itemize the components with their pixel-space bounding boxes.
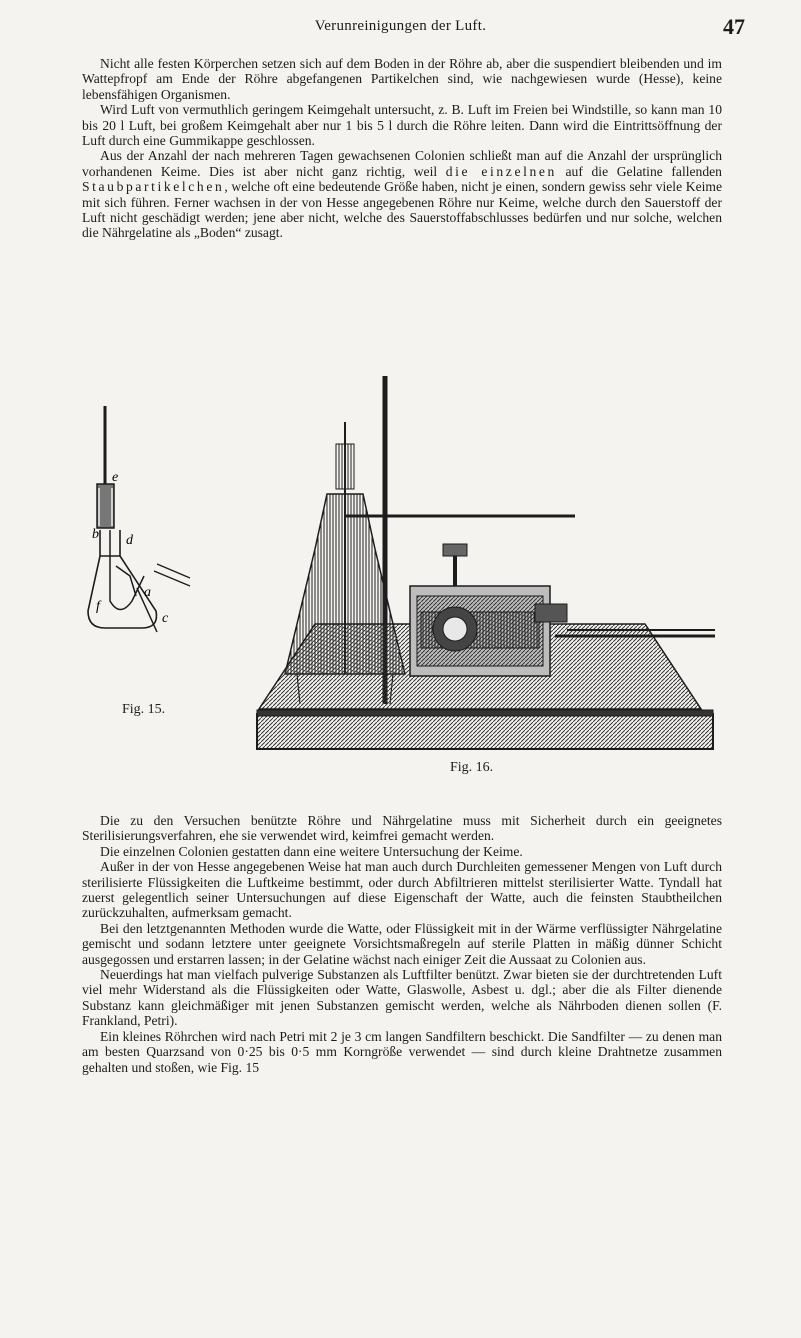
- paragraph: Wird Luft von vermuthlich geringem Keimgehalt untersucht, z. B. Luft im Freien bei Windstille, so kann man 10 bis 20 l Luft, bei großem Keimgehalt aber nur 1 bis 5 l durch die Röhre leiten. Dann wird die Eintrittsöffnung der Luft durch eine Gummikappe geschlossen.: [82, 102, 722, 149]
- paragraph-text: Aus der Anzahl der nach mehreren Tagen gewachsenen Colonien schließt man auf die Anzahl der ursprünglich vorhandenen Keime. Dies ist aber nicht ganz richtig, weil: [82, 148, 722, 179]
- figure-15-caption: Fig. 15.: [122, 702, 166, 717]
- label-b: b: [92, 527, 99, 542]
- paragraph: Ein kleines Röhrchen wird nach Petri mit 2 je 3 cm langen Sandfiltern beschickt. Die Sandfilter — zu denen man am besten Quarzsand von 0·25 bis 0·5 mm Korngröße verwendet — sind durch kleine Drahtnetze zusammen gehalten und stoßen, wie Fig. 15: [82, 1028, 722, 1075]
- emphasis-text: die einzelnen: [445, 163, 557, 179]
- label-a: a: [144, 585, 151, 600]
- figure-16-drawing: [245, 374, 725, 759]
- paragraph: [82, 148, 722, 240]
- label-d: d: [126, 533, 133, 548]
- paragraph: Die einzelnen Colonien gestatten dann eine weitere Untersuchung der Keime.: [100, 843, 523, 859]
- paragraph: Neuerdings hat man vielfach pulverige Substanzen als Luftfilter benützt. Zwar bieten sie der durchtretenden Luft viel mehr Widerstand als die Flüssigkeiten oder Watte, Glaswolle, Asbest u. dgl.; aber die als Filter dienende Substanz kann gleichmäßiger mit jenen Substanzen gemischt werden, welche als Nährboden dienen sollen (F. Frankland, Petri).: [82, 967, 722, 1029]
- figure-15: [82, 396, 192, 726]
- figure-16-caption: Fig. 16.: [450, 760, 494, 775]
- paragraph: Die zu den Versuchen benützte Röhre und Nährgelatine muss mit Sicherheit durch ein geeignetes Sterilisierungsverfahren, ehe sie verwendet wird, keimfrei gemacht werden.: [82, 813, 722, 844]
- paragraph-text: , welche oft eine bedeutende Größe haben, nicht je einen, sondern gewiss sehr viele Keime mit sich führen. Ferner wachsen in der von Hesse angegebenen Röhre nur Keime, welche durch den Sauerstoff der Luft nicht geschädigt werden; jene aber nicht, welche des Sauerstoffabschlusses bedürfen und nur solche, welchen die Nährgelatine als „Boden“ zusagt.: [82, 179, 722, 241]
- emphasis-text: Staubpartikelchen: [82, 179, 225, 195]
- label-f: f: [96, 599, 100, 614]
- page-header: [0, 14, 801, 44]
- text-block-top: [82, 56, 722, 241]
- label-c: c: [162, 611, 169, 626]
- label-e: e: [112, 470, 119, 485]
- paragraph: Bei den letztgenannten Methoden wurde die Watte, oder Flüssigkeit mit in der Wärme verflüssigter Nährgelatine gemischt und sodann letztere unter geeignete Vorsichtsmaßregeln auf sterile Platten in mäßig dünner Schicht ausgegossen und erstarren lassen; in der Gelatine wächst nach einiger Zeit die Aussaat zu Colonien aus.: [82, 920, 722, 967]
- running-title: Verunreinigungen der Luft.: [314, 18, 487, 34]
- figure-15-drawing: [82, 396, 192, 696]
- paragraph-text: auf die Gelatine fallenden: [556, 163, 722, 179]
- text-block-bottom: [82, 813, 722, 1075]
- paragraph: Nicht alle festen Körperchen setzen sich auf dem Boden in der Röhre ab, aber die suspendiert bleibenden und im Wattepfropf am Ende der Röhre abgefangenen Partikelchen sind, wie nachgewiesen wurde (Hesse), keine lebensfähigen Organismen.: [82, 56, 722, 102]
- page-number: 47: [723, 14, 745, 39]
- figure-16: [245, 374, 725, 780]
- paragraph: Außer in der von Hesse angegebenen Weise hat man auch durch Durchleiten gemessener Mengen von Luft durch sterilisierte Flüssigkeiten die Luftkeime bestimmt, oder durch Abfiltrieren mittelst sterilisierter Watte. Tyndall hat zuerst gelegentlich seiner Untersuchungen auf diese Eigenschaft der Watte, auch die feinsten Staubtheilchen zurückzuhalten, aufmerksam gemacht.: [82, 859, 722, 921]
